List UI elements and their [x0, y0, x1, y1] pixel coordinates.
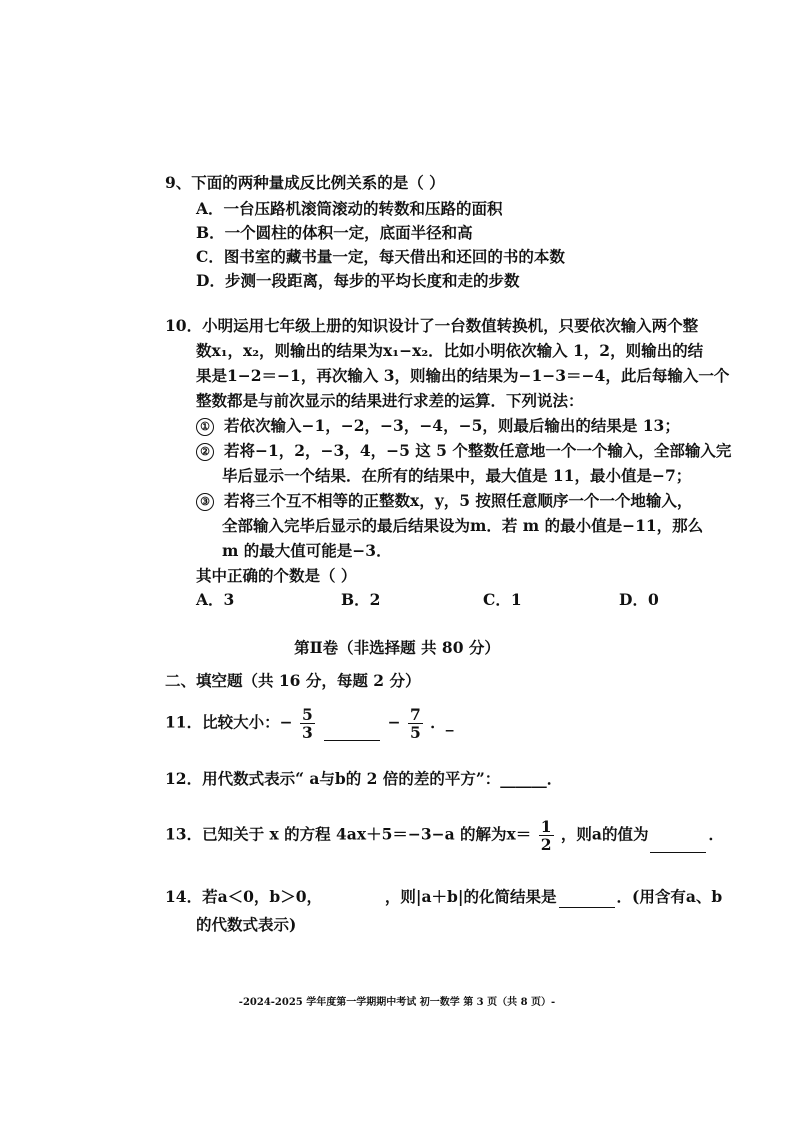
q10-choice-b: B．2 [341, 590, 381, 609]
q10-statement-1 [196, 415, 680, 437]
q9-option-a: A．一台压路机滚筒滚动的转数和压路的面积 [196, 199, 503, 218]
q10-line-4: 整数都是与前次显示的结果进行求差的运算．下列说法： [196, 391, 584, 410]
q10-choice-d: D．0 [619, 590, 659, 609]
q10-line-3: 果是1−2＝−1，再次输入 3，则输出的结果为−1−3＝−4，此后每输入一个 [196, 366, 730, 385]
q11 [165, 706, 453, 741]
q12-answer-blank[interactable]: ______． [500, 769, 563, 788]
q14-line-1 [165, 886, 722, 908]
statement-number: ② [196, 443, 214, 461]
q10-statement-3-cont2: m 的最大值可能是−3． [222, 541, 392, 560]
statement-number: ① [196, 418, 214, 436]
q9-option-c: C．图书室的藏书量一定，每天借出和还回的书的本数 [196, 247, 565, 266]
q10-line-2: 数x₁，x₂，则输出的结果为x₁−x₂．比如小明依次输入 1，2，则输出的结 [196, 341, 704, 360]
q10-statement-3 [196, 490, 692, 512]
q14-cond: 14．若a＜0，b＞0， [165, 887, 323, 906]
q11-prefix: 11．比较大小：− [165, 712, 293, 732]
q13-answer-blank[interactable] [650, 836, 706, 853]
part-heading: 二、填空题（共 16 分，每题 2 分） [165, 671, 421, 690]
q9-option-b: B．一个圆柱的体积一定，底面半径和高 [196, 223, 473, 242]
fraction-numerator: 1 [540, 817, 552, 836]
q13-suffix: ． [708, 824, 724, 844]
fraction-numerator: 7 [409, 705, 421, 724]
q10-ask: 其中正确的个数是（ ） [196, 566, 357, 585]
q14-note: ．(用含有a、b [616, 887, 723, 906]
q9-option-d: D．步测一段距离，每步的平均长度和走的步数 [196, 271, 520, 290]
statement-text: 若依次输入−1，−2，−3，−4，−5，则最后输出的结果是 13； [224, 416, 680, 435]
q10-statement-2 [196, 440, 731, 462]
q13-mid: ，则a的值为 [560, 824, 649, 844]
q11-fraction-1 [300, 706, 315, 741]
q13-fraction [539, 818, 554, 853]
q10-statement-2-cont: 毕后显示一个结果．在所有的结果中，最大值是 11，最小值是−7； [222, 466, 692, 485]
q13 [165, 818, 724, 853]
q11-fraction-2 [408, 706, 423, 741]
q14-line-2: 的代数式表示) [196, 915, 297, 934]
q13-prefix: 13．已知关于 x 的方程 4ax＋5＝−3−a 的解为x＝ [165, 824, 532, 844]
q11-minus: − [387, 712, 401, 732]
q12-text: 12．用代数式表示“ a与b的 2 倍的差的平方”： [165, 769, 501, 788]
statement-text: 若将−1，2，−3，4，−5 这 5 个整数任意地一个一个输入，全部输入完 [224, 441, 732, 460]
q10-choice-c: C．1 [483, 590, 522, 609]
q11-answer-blank[interactable] [324, 724, 380, 741]
fraction-denominator: 3 [301, 723, 313, 742]
statement-number: ③ [196, 493, 214, 511]
q14-answer-blank[interactable] [559, 891, 615, 908]
q12 [165, 768, 562, 790]
page-footer: -2024-2025 学年度第一学期期中考试 初一数学 第 3 页（共 8 页）- [238, 997, 556, 1008]
q10-statement-3-cont: 全部输入完毕后显示的最后结果设为m．若 m 的最小值是−11，那么 [222, 516, 704, 535]
section-title: 第Ⅱ卷（非选择题 共 80 分） [294, 638, 500, 657]
fraction-numerator: 5 [301, 705, 313, 724]
fraction-denominator: 5 [409, 723, 421, 742]
fraction-denominator: 2 [540, 835, 552, 854]
q9-stem: 9、下面的两种量成反比例关系的是（ ） [165, 173, 445, 192]
q10-choice-a: A．3 [196, 590, 235, 609]
q11-suffix: ．_ [430, 712, 454, 732]
q14-ask: ，则|a＋b|的化简结果是 [384, 887, 557, 906]
q10-line-1: 10．小明运用七年级上册的知识设计了一台数值转换机，只要依次输入两个整 [165, 316, 699, 335]
statement-text: 若将三个互不相等的正整数x，y，5 按照任意顺序一个一个地输入， [224, 491, 693, 510]
